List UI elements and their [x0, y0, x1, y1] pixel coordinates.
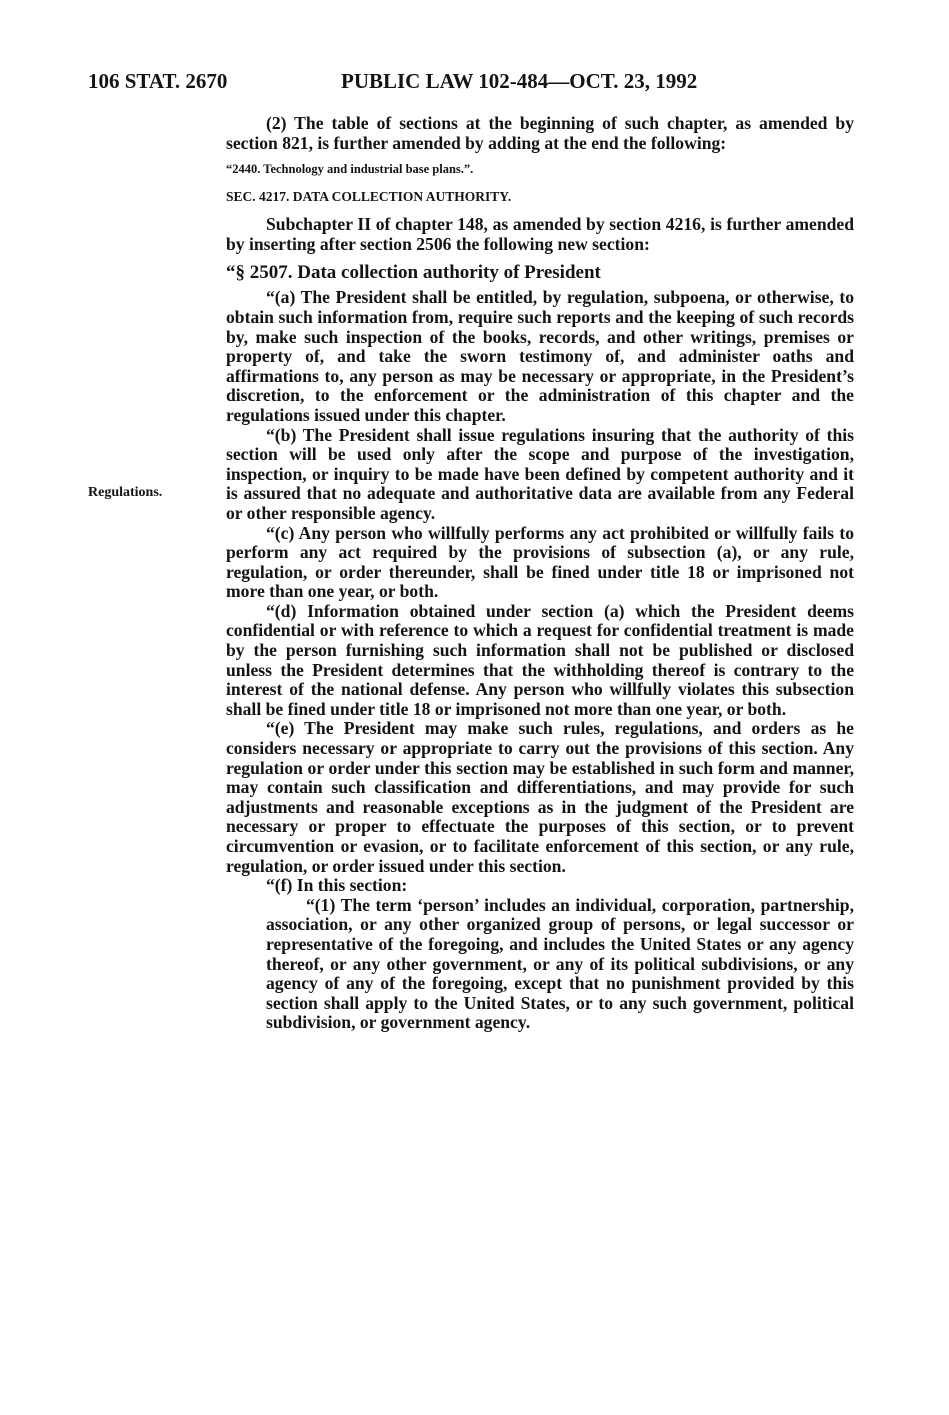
subsection-c: “(c) Any person who willfully performs any act prohibited or willfully fails to perform any act required by the provisions of subsection (a), or any rule, regulation, or order thereunder, shall be fined under title 18 or imprisoned not more than one year, or both.	[226, 522, 854, 602]
statute-body	[226, 114, 854, 1033]
paragraph-2: (2) The table of sections at the beginning of such chapter, as amended by section 821, is further amended by adding at the end the following:	[226, 113, 854, 153]
subsection-e: “(e) The President may make such rules, regulations, and orders as he considers necessary or appropriate to carry out the provisions of this section. Any regulation or order under this section may be established in such form and manner, may contain such classification and differentiations, and may provide for such adjustments and reasonable exceptions as in the judgment of the President are necessary or proper to effectuate the purposes of this section, or to prevent circumvention or evasion, or to facilitate enforcement of this section, or any rule, regulation, or order issued under this section.	[226, 718, 854, 876]
subsection-b: “(b) The President shall issue regulations insuring that the authority of this section will be used only after the scope and purpose of the investigation, inspection, or inquiry to be made have been defined by competent authority and it is assured that no adequate and authoritative data are available from any Federal or other responsible agency.	[226, 424, 854, 523]
public-law-citation: PUBLIC LAW 102-484—OCT. 23, 1992	[341, 69, 698, 93]
margin-note-regulations: Regulations.	[88, 485, 163, 500]
subchapter-amendment: Subchapter II of chapter 148, as amended by section 4216, is further amended by inserting after section 2506 the following new section:	[226, 214, 854, 254]
section-2507-heading: “§ 2507. Data collection authority of President	[226, 262, 601, 284]
subsection-f: “(f) In this section:	[266, 875, 408, 896]
subsection-f-paragraph-1: “(1) The term ‘person’ includes an individual, corporation, partnership, association, or any other organized group of persons, or legal successor or representative of the foregoing, and includes the United States or any agency thereof, or any other government, or any of its political subdivisions, or any agency of any of the foregoing, except that no punishment provided by this section shall apply to the United States, or to any such government, political subdivision, or government agency.	[266, 894, 854, 1033]
stat-page-number: 106 STAT. 2670	[88, 69, 228, 93]
page-header	[88, 66, 788, 96]
subsection-d: “(d) Information obtained under section (a) which the President deems confidential or with reference to which a request for confidential treatment is made by the person furnishing such information shall not be published or disclosed unless the President determines that the withholding thereof is contrary to the interest of the national defense. Any person who willfully violates this subsection shall be fined under title 18 or imprisoned not more than one year, or both.	[226, 600, 854, 719]
section-2440-entry: “2440. Technology and industrial base plans.”.	[226, 162, 474, 177]
section-4217-heading: SEC. 4217. DATA COLLECTION AUTHORITY.	[226, 189, 512, 205]
subsection-a: “(a) The President shall be entitled, by regulation, subpoena, or otherwise, to obtain such information from, require such reports and the keeping of such records by, make such inspection of the books, records, and other writings, premises or property of, and take the sworn testimony of, and administer oaths and affirmations to, any person as may be necessary or appropriate, in the President’s discretion, to the enforcement or the administration of this chapter and the regulations issued under this chapter.	[226, 287, 854, 425]
